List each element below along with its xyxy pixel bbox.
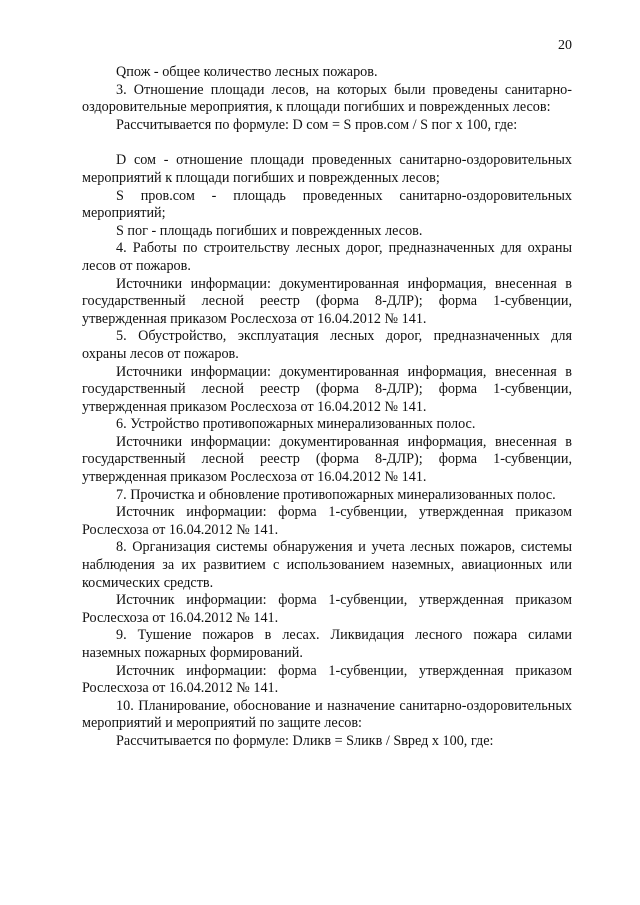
paragraph: 9. Тушение пожаров в лесах. Ликвидация лесного пожара силами наземных пожарных формирований.: [82, 627, 572, 661]
paragraph: 7. Прочистка и обновление противопожарных минерализованных полос.: [116, 486, 556, 503]
formula-paragraph: Рассчитывается по формуле: Dликв = Sликв / Sвред х 100, где:: [116, 732, 494, 749]
paragraph: Источник информации: форма 1-субвенции, утвержденная приказом Рослесхоза от 16.04.2012 № 141.: [82, 504, 572, 538]
paragraph: S пог - площадь погибших и поврежденных лесов.: [116, 222, 423, 239]
paragraph: Источники информации: документированная информация, внесенная в государственный лесной реестр (форма 8-ДЛР); форма 1-субвенции, утвержденная приказом Рослесхоза от 16.04.2012 № 141.: [82, 275, 572, 327]
paragraph: 8. Организация системы обнаружения и учета лесных пожаров, системы наблюдения за их развитием с использованием наземных, авиационных или космических средств.: [82, 539, 572, 591]
paragraph: 5. Обустройство, эксплуатация лесных дорог, предназначенных для охраны лесов от пожаров.: [82, 328, 572, 362]
paragraph: 4. Работы по строительству лесных дорог, предназначенных для охраны лесов от пожаров.: [82, 240, 572, 274]
paragraph: S пров.сом - площадь проведенных санитарно-оздоровительных мероприятий;: [82, 187, 572, 222]
paragraph: Qпож - общее количество лесных пожаров.: [116, 64, 378, 80]
paragraph: Источник информации: форма 1-субвенции, утвержденная приказом Рослесхоза от 16.04.2012 № 141.: [82, 592, 572, 626]
paragraph: D сом - отношение площади проведенных санитарно-оздоровительных мероприятий к площади погибших и поврежденных лесов;: [82, 152, 572, 186]
blank-line: [82, 134, 572, 152]
paragraph: Источник информации: форма 1-субвенции, утвержденная приказом Рослесхоза от 16.04.2012 № 141.: [82, 662, 572, 697]
document-body: [82, 64, 572, 751]
formula-paragraph: Рассчитывается по формуле: D сом = S пров.сом / S пог х 100, где:: [116, 116, 518, 133]
paragraph: Источники информации: документированная информация, внесенная в государственный лесной реестр (форма 8-ДЛР); форма 1-субвенции, утвержденная приказом Рослесхоза от 16.04.2012 № 141.: [82, 363, 572, 415]
paragraph: Источники информации: документированная информация, внесенная в государственный лесной реестр (форма 8-ДЛР); форма 1-субвенции, утвержденная приказом Рослесхоза от 16.04.2012 № 141.: [82, 433, 572, 486]
paragraph: 10. Планирование, обоснование и назначение санитарно-оздоровительных мероприятий и мероприятий по защите лесов:: [82, 697, 572, 732]
page-number: 20: [558, 38, 572, 53]
paragraph: 3. Отношение площади лесов, на которых были проведены санитарно-оздоровительные мероприятия, к площади погибших и поврежденных лесов:: [82, 81, 572, 116]
paragraph: 6. Устройство противопожарных минерализованных полос.: [116, 416, 476, 433]
